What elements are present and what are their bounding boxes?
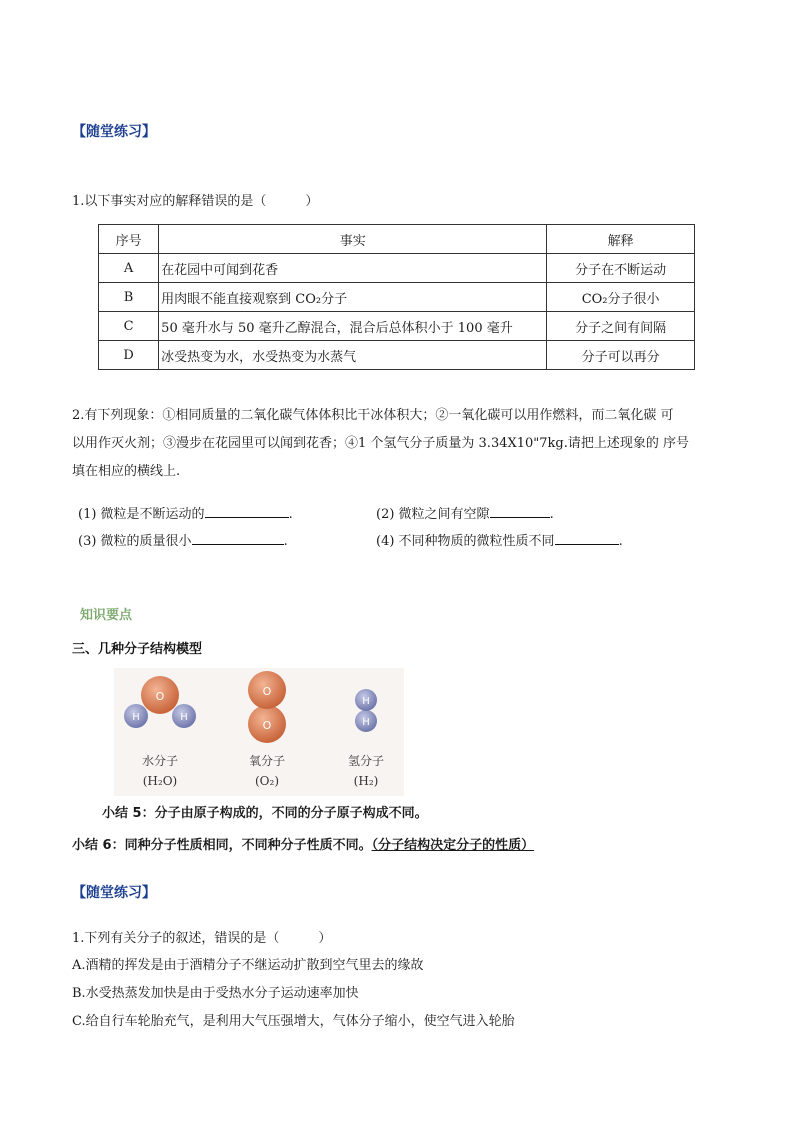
row-fact: 冰受热变为水，水受热变为水蒸气 <box>159 341 547 370</box>
row-fact: 在花园中可闻到花香 <box>159 254 547 283</box>
row-explanation: CO₂分子很小 <box>547 283 695 312</box>
row-number: B <box>99 283 159 312</box>
row-explanation: 分子可以再分 <box>547 341 695 370</box>
table-row <box>99 312 695 341</box>
atom-label: H <box>180 712 188 723</box>
summary-6-main: 小结 6：同种分子性质相同，不同种分子性质不同。 <box>72 838 372 853</box>
row-explanation: 分子在不断运动 <box>547 254 695 283</box>
question-2-line: 2.有下列现象：①相同质量的二氧化碳气体体积比干冰体积大；②一氧化碳可以用作燃料，而二氧化碳 可 <box>72 408 674 423</box>
row-explanation: 分子之间有间隔 <box>547 312 695 341</box>
question-text: 1.下列有关分子的叙述，错误的是（ ） <box>72 931 332 946</box>
atom-label: O <box>262 719 272 732</box>
knowledge-heading: 三、几种分子结构模型 <box>72 642 203 657</box>
atom-label: O <box>262 685 272 698</box>
option-b: B.水受热蒸发加快是由于受热水分子运动速率加快 <box>72 986 359 1001</box>
answer-blank[interactable] <box>192 530 284 545</box>
summary-5: 小结 5：分子由原子构成的，不同的分子原子构成不同。 <box>102 806 428 821</box>
molecule-name: 氧分子 <box>248 754 285 768</box>
hydrogen-molecule-model <box>355 689 377 732</box>
row-fact: 50 毫升水与 50 毫升乙醇混合，混合后总体积小于 100 毫升 <box>159 312 547 341</box>
row-fact: 用肉眼不能直接观察到 CO₂分子 <box>159 283 547 312</box>
question-2-text <box>72 402 722 486</box>
header-number: 序号 <box>99 225 159 254</box>
fill-item-label: (2) 微粒之间有空隙 <box>376 507 490 522</box>
question-2-line: 以用作灭火剂；③漫步在花园里可以闻到花香；④1 个氢气分子质量为 3.34X10"7kg.请把上述现象的 序号 <box>72 436 689 451</box>
atom-label: O <box>155 690 165 703</box>
molecule-models-figure <box>114 668 404 796</box>
question-2-line: 填在相应的横线上. <box>72 464 181 479</box>
section-title: 【随堂练习】 <box>72 124 156 140</box>
row-number: D <box>99 341 159 370</box>
summary-6 <box>72 834 534 853</box>
fill-item-label: (3) 微粒的质量很小 <box>78 534 192 549</box>
table-row <box>99 254 695 283</box>
molecule-formula: (H₂O) <box>142 774 178 788</box>
table-row <box>99 283 695 312</box>
fill-item-1: (1) 微粒是不断运动的 . <box>78 503 293 522</box>
option-c: C.给自行车轮胎充气，是利用大气压强增大，气体分子缩小，使空气进入轮胎 <box>72 1014 515 1029</box>
answer-blank[interactable] <box>555 530 619 545</box>
atom-label: H <box>132 712 140 723</box>
row-number: C <box>99 312 159 341</box>
question-1-text: 1.以下事实对应的解释错误的是（ ） <box>72 194 319 209</box>
atom-label: H <box>362 696 370 707</box>
row-number: A <box>99 254 159 283</box>
fill-item-4: (4) 不同种物质的微粒性质不同 . <box>376 530 623 549</box>
table-header-row <box>99 225 695 254</box>
knowledge-label: 知识要点 <box>80 608 133 623</box>
molecule-formula: (O₂) <box>254 774 279 788</box>
fill-item-2: (2) 微粒之间有空隙 . <box>376 503 554 522</box>
summary-6-note: （分子结构决定分子的性质） <box>371 838 535 853</box>
table-row <box>99 341 695 370</box>
header-explanation: 解释 <box>547 225 695 254</box>
section-title: 【随堂练习】 <box>72 885 156 901</box>
atom-label: H <box>362 717 370 728</box>
water-molecule-model <box>124 676 196 728</box>
answer-blank[interactable] <box>490 503 550 518</box>
facts-table <box>98 224 695 370</box>
option-a: A.酒精的挥发是由于酒精分子不继运动扩散到空气里去的缘故 <box>72 958 424 973</box>
molecule-name: 水分子 <box>141 754 178 768</box>
header-fact: 事实 <box>159 225 547 254</box>
fill-item-3: (3) 微粒的质量很小 . <box>78 530 288 549</box>
fill-item-label: (1) 微粒是不断运动的 <box>78 507 205 522</box>
answer-blank[interactable] <box>205 503 289 518</box>
oxygen-molecule-model <box>248 671 286 743</box>
fill-item-label: (4) 不同种物质的微粒性质不同 <box>376 534 555 549</box>
molecule-name: 氢分子 <box>347 754 384 768</box>
molecule-formula: (H₂) <box>353 774 379 788</box>
